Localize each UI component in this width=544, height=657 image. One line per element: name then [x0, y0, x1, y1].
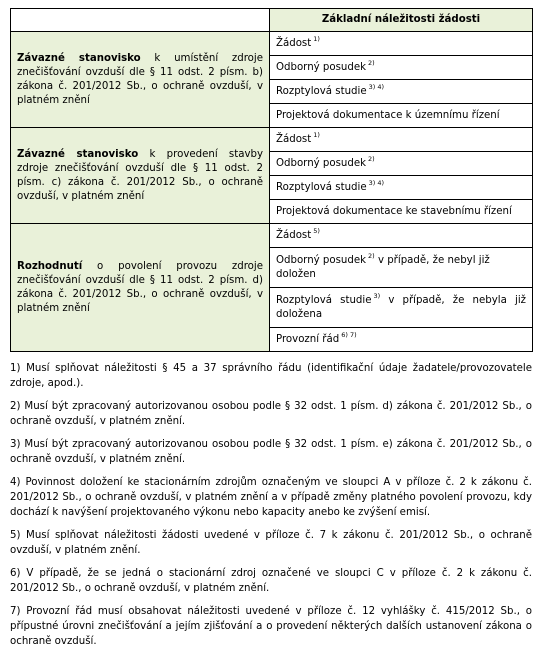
- requirement-cell: [270, 80, 533, 104]
- footnote-7: 7) Provozní řád musí obsahovat náležitosti uvedené v příloze č. 12 vyhlášky č. 415/2012 Sb., o přípustné úrovni znečišťování a jejím zjišťování a o provedení některých dalších ustanovení zákona o ochraně ovzduší.: [10, 606, 532, 647]
- requirement-cell: [270, 152, 533, 176]
- group-title-cell: [11, 224, 270, 352]
- requirement-text: Odborný posudek: [276, 157, 367, 169]
- header-row: [11, 9, 533, 32]
- requirement-note-ref: 2): [368, 59, 375, 68]
- requirement-note-ref: 3) 4): [368, 83, 385, 92]
- requirement-note-ref: 6) 7): [341, 331, 357, 340]
- requirement-note-ref: 3): [373, 292, 381, 301]
- requirement-tail: v případě, že nebyl již doložen: [276, 254, 490, 280]
- requirement-note-ref: 5): [313, 227, 320, 236]
- group-title-bold: Rozhodnutí: [17, 260, 83, 272]
- footnote-3: 3) Musí být zpracovaný autorizovanou osobou podle § 32 odst. 1 písm. e) zákona č. 201/2012 Sb., o ochraně ovzduší, v platném znění.: [10, 439, 532, 465]
- requirement-note-ref: 1): [313, 131, 320, 140]
- footnotes: [10, 361, 532, 649]
- group-title-rest: k umístění zdroje znečišťování ovzduší dle § 11 odst. 2 písm. b) zákona č. 201/2012 Sb., o ochraně ovzduší, v platném znění: [17, 52, 264, 106]
- group-title-rest: k provedení stavby zdroje znečišťování ovzduší dle § 11 odst. 2 písm. c) zákona č. 201/2012 Sb., o ochraně ovzduší, v platném znění: [17, 148, 264, 202]
- document-page: [10, 8, 532, 657]
- footnote-4: 4) Povinnost doložení ke stacionárním zdrojům označeným ve sloupci A v příloze č. 2 k zákonu č. 201/2012 Sb., o ochraně ovzduší, v platném znění a v případě změny platného povolení provozu, kdy dochází k navýšení projektovaného výkonu nebo kapacity anebo ke zvýšení emisí.: [10, 477, 532, 518]
- requirement-text: Projektová dokumentace k územnímu řízení: [276, 109, 500, 121]
- requirement-cell: [270, 224, 533, 248]
- requirement-cell: [270, 32, 533, 56]
- footnote-1: 1) Musí splňovat náležitosti § 45 a 37 správního řádu (identifikační údaje žadatele/provozovatele zdroje, apod.).: [10, 363, 532, 389]
- requirement-cell: [270, 248, 533, 288]
- requirement-cell: [270, 176, 533, 200]
- table-row: [11, 224, 533, 248]
- requirement-text: Odborný posudek: [276, 254, 367, 266]
- requirement-text: Žádost: [276, 133, 312, 145]
- requirement-text: Rozptylová studie: [276, 294, 372, 306]
- group-title-rest: o povolení provozu zdroje znečišťování ovzduší dle § 11 odst. 2 písm. d) zákona č. 201/2012 Sb., o ochraně ovzduší, v platném znění: [17, 260, 263, 314]
- requirement-note-ref: 3) 4): [368, 179, 385, 188]
- requirement-cell: [270, 128, 533, 152]
- header-cell: Základní náležitosti žádosti: [270, 9, 533, 32]
- requirement-text: Projektová dokumentace ke stavebnímu řízení: [276, 205, 512, 217]
- footnote-6: 6) V případě, že se jedná o stacionární zdroj označené ve sloupci C v příloze č. 2 k zákonu č. 201/2012 Sb., o ochraně ovzduší, v platném znění.: [10, 568, 532, 594]
- footnote-5: 5) Musí splňovat náležitosti žádosti uvedené v příloze č. 7 k zákonu č. 201/2012 Sb., o ochraně ovzduší, v platném znění.: [10, 530, 532, 556]
- group-title-cell: [11, 32, 270, 128]
- requirement-text: Žádost: [276, 37, 312, 49]
- group-title-cell: [11, 128, 270, 224]
- requirement-cell: [270, 104, 533, 128]
- group-title-bold: Závazné stanovisko: [17, 52, 141, 64]
- requirement-cell: [270, 328, 533, 352]
- requirement-cell: [270, 56, 533, 80]
- requirement-text: Rozptylová studie: [276, 85, 367, 97]
- footnote-2: 2) Musí být zpracovaný autorizovanou osobou podle § 32 odst. 1 písm. d) zákona č. 201/2012 Sb., o ochraně ovzduší, v platném znění.: [10, 401, 532, 427]
- requirement-cell: [270, 200, 533, 224]
- requirement-text: Rozptylová studie: [276, 181, 367, 193]
- group-title-bold: Závazné stanovisko: [17, 148, 139, 160]
- header-blank-cell: [11, 9, 270, 32]
- requirement-note-ref: 2): [368, 155, 375, 164]
- requirement-note-ref: 2): [368, 252, 375, 261]
- requirement-tail: v případě, že nebyla již doložena: [276, 294, 526, 320]
- requirements-table: [10, 8, 533, 352]
- table-row: [11, 32, 533, 56]
- requirement-text: Provozní řád: [276, 333, 340, 345]
- table-row: [11, 128, 533, 152]
- requirement-text: Žádost: [276, 229, 312, 241]
- requirement-note-ref: 1): [313, 35, 320, 44]
- requirement-cell: [270, 288, 533, 328]
- requirement-text: Odborný posudek: [276, 61, 367, 73]
